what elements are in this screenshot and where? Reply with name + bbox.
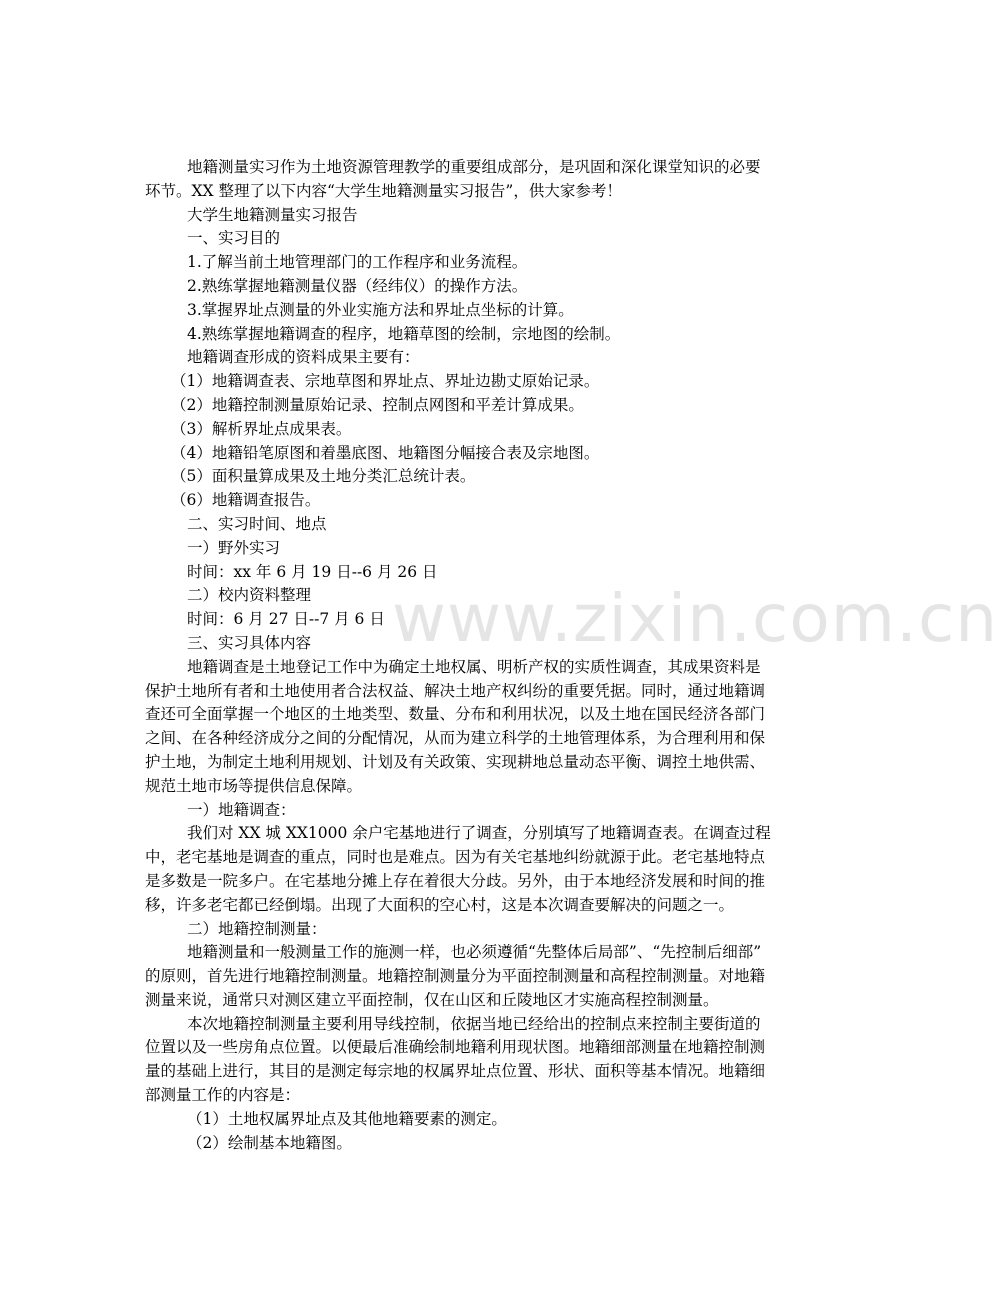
paragraph-line: 地籍测量和一般测量工作的施测一样，也必须遵循“先整体后局部”、“先控制后细部” (187, 943, 762, 962)
paragraph-line: 查还可全面掌握一个地区的土地类型、数量、分布和利用状况，以及土地在国民经济各部门 (145, 705, 766, 724)
list-item: 2.熟练掌握地籍测量仪器（经纬仪）的操作方法。 (187, 276, 528, 295)
list-item: （1）土地权属界址点及其他地籍要素的测定。 (187, 1109, 507, 1128)
list-item: （2）地籍控制测量原始记录、控制点网图和平差计算成果。 (171, 395, 584, 414)
paragraph-line: 环节。XX 整理了以下内容“大学生地籍测量实习报告”，供大家参考！ (145, 181, 622, 200)
paragraph-line: 测量来说，通常只对测区建立平面控制，仅在山区和丘陵地区才实施高程控制测量。 (145, 990, 719, 1009)
section-heading: 二、实习时间、地点 (187, 514, 327, 533)
watermark: www.zixin.com.cn (392, 580, 998, 657)
paragraph-line: 地籍调查是土地登记工作中为确定土地权属、明析产权的实质性调查，其成果资料是 (187, 657, 761, 676)
paragraph-line: 我们对 XX 城 XX1000 余户宅基地进行了调查，分别填写了地籍调查表。在调查过程 (187, 824, 771, 843)
paragraph-line: 时间：6 月 27 日--7 月 6 日 (187, 610, 385, 629)
list-item: 1.了解当前土地管理部门的工作程序和业务流程。 (187, 253, 528, 272)
paragraph-line: 保护土地所有者和土地使用者合法权益、解决土地产权纠纷的重要凭据。同时，通过地籍调 (145, 681, 766, 700)
list-item: （6）地籍调查报告。 (171, 491, 321, 510)
list-item: （3）解析界址点成果表。 (171, 419, 352, 438)
subsection-heading: 二）地籍控制测量： (187, 919, 327, 938)
paragraph-line: 位置以及一些房角点位置。以便最后准确绘制地籍利用现状图。地籍细部测量在地籍控制测 (145, 1038, 766, 1057)
paragraph-line: 时间：xx 年 6 月 19 日--6 月 26 日 (187, 562, 438, 581)
list-item: （4）地籍铅笔原图和着墨底图、地籍图分幅接合表及宗地图。 (171, 443, 600, 462)
list-item: （5）面积量算成果及土地分类汇总统计表。 (171, 467, 476, 486)
list-item: 4.熟练掌握地籍调查的程序，地籍草图的绘制，宗地图的绘制。 (187, 324, 621, 343)
section-heading: 三、实习具体内容 (187, 633, 312, 652)
paragraph-line: 地籍调查形成的资料成果主要有： (187, 348, 420, 367)
paragraph-line: 规范土地市场等提供信息保障。 (145, 776, 363, 795)
paragraph-line: 量的基础上进行，其目的是测定每宗地的权属界址点位置、形状、面积等基本情况。地籍细 (145, 1062, 766, 1081)
paragraph-line: 中，老宅基地是调查的重点，同时也是难点。因为有关宅基地纠纷就源于此。老宅基地特点 (145, 848, 766, 867)
list-item: （1）地籍调查表、宗地草图和界址点、界址边勘丈原始记录。 (171, 372, 600, 391)
paragraph-line: 本次地籍控制测量主要利用导线控制，依据当地已经给出的控制点来控制主要街道的 (187, 1014, 761, 1033)
list-item: 3.掌握界址点测量的外业实施方法和界址点坐标的计算。 (187, 300, 574, 319)
paragraph-line: 移，许多老宅都已经倒塌。出现了大面积的空心村，这是本次调查要解决的问题之一。 (145, 895, 735, 914)
paragraph-line: 地籍测量实习作为土地资源管理教学的重要组成部分，是巩固和深化课堂知识的必要 (187, 158, 761, 176)
paragraph-line: 是多数是一院多户。在宅基地分摊上存在着很大分歧。另外，由于本地经济发展和时间的推 (145, 871, 766, 890)
paragraph-line: 之间、在各种经济成分之间的分配情况，从而为建立科学的土地管理体系，为合理利用和保 (145, 729, 766, 748)
subsection-heading: 一）地籍调查： (187, 800, 296, 819)
paragraph-line: 的原则，首先进行地籍控制测量。地籍控制测量分为平面控制测量和高程控制测量。对地籍 (145, 967, 766, 986)
paragraph-line: 护土地，为制定土地利用规划、计划及有关政策、实现耕地总量动态平衡、调控土地供需、 (145, 752, 766, 771)
subsection-heading: 一）野外实习 (187, 538, 281, 557)
paragraph-line: 部测量工作的内容是： (145, 1086, 301, 1105)
report-title: 大学生地籍测量实习报告 (187, 205, 358, 224)
subsection-heading: 二）校内资料整理 (187, 586, 312, 605)
document-body (145, 156, 785, 1155)
section-heading: 一、实习目的 (187, 229, 281, 248)
list-item: （2）绘制基本地籍图。 (187, 1133, 352, 1152)
